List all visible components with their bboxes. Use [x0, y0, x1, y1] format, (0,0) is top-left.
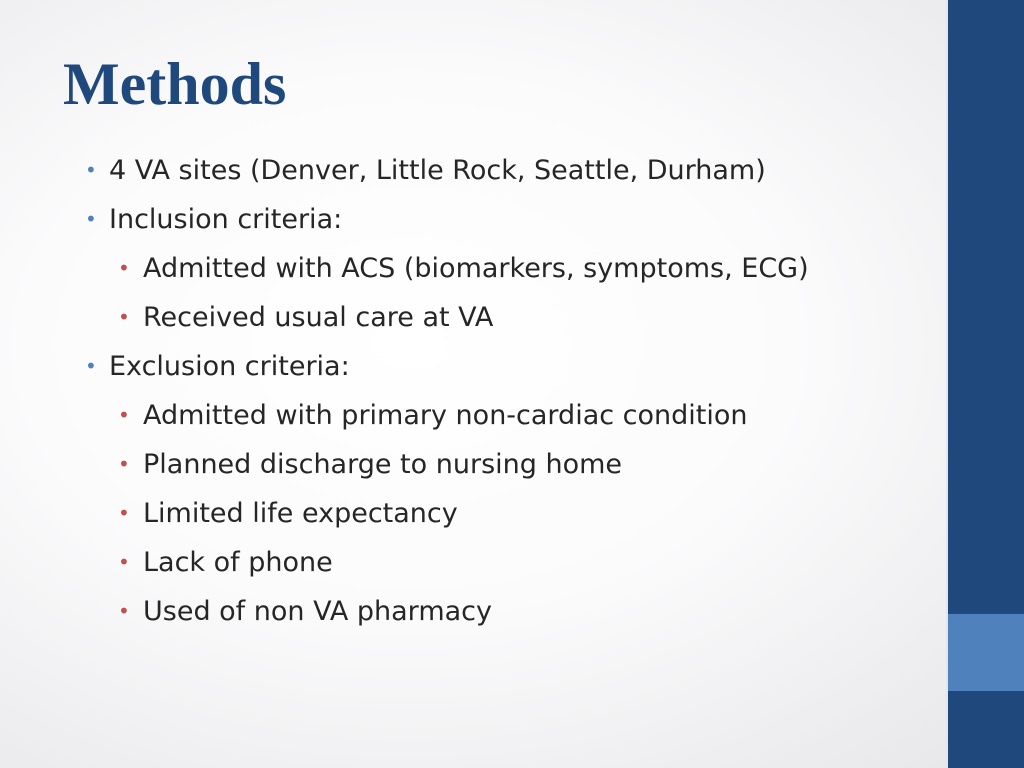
sub-bullet-item	[0, 489, 940, 538]
sub-bullet-text: Admitted with primary non-cardiac condition	[143, 400, 748, 431]
sub-bullet-icon: •	[118, 256, 130, 280]
sub-bullet-text: Limited life expectancy	[143, 498, 458, 529]
bullet-icon: •	[85, 354, 97, 378]
sub-bullet-item	[0, 538, 940, 587]
sidebar-accent-block	[948, 614, 1024, 691]
bullet-text: Exclusion criteria:	[109, 351, 350, 382]
slide-title: Methods	[63, 51, 287, 117]
sub-bullet-icon: •	[118, 403, 130, 427]
sub-bullet-icon: •	[118, 452, 130, 476]
sub-bullet-item	[0, 440, 940, 489]
sub-bullet-text: Lack of phone	[143, 547, 333, 578]
sub-bullet-item	[0, 587, 940, 636]
bullet-list	[0, 146, 940, 636]
sub-bullet-text: Admitted with ACS (biomarkers, symptoms, ECG)	[143, 253, 809, 284]
sub-bullet-icon: •	[118, 305, 130, 329]
sub-bullet-item	[0, 391, 940, 440]
bullet-item	[0, 342, 940, 391]
bullet-icon: •	[85, 158, 97, 182]
sub-bullet-text: Received usual care at VA	[143, 302, 494, 333]
sub-bullet-icon: •	[118, 599, 130, 623]
sub-bullet-icon: •	[118, 501, 130, 525]
bullet-item	[0, 146, 940, 195]
bullet-text: 4 VA sites (Denver, Little Rock, Seattle, Durham)	[109, 155, 766, 186]
sub-bullet-icon: •	[118, 550, 130, 574]
sub-bullet-item	[0, 293, 940, 342]
bullet-icon: •	[85, 207, 97, 231]
sub-bullet-text: Used of non VA pharmacy	[143, 596, 492, 627]
sub-bullet-text: Planned discharge to nursing home	[143, 449, 623, 480]
bullet-item	[0, 195, 940, 244]
bullet-text: Inclusion criteria:	[109, 204, 343, 235]
sub-bullet-item	[0, 244, 940, 293]
